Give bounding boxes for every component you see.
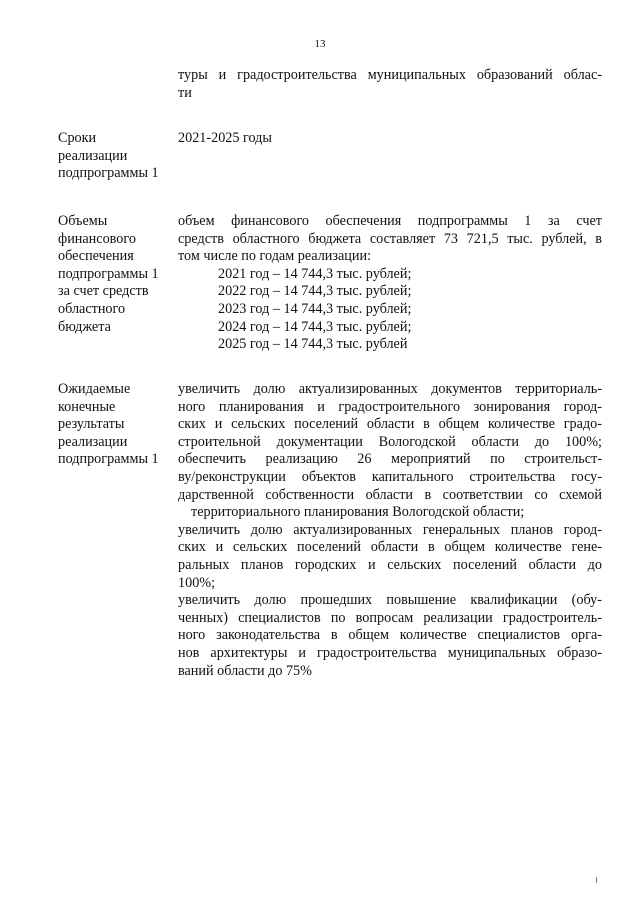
text-line: нов архитектуры и градостроительства муниципальных образо- <box>178 644 602 661</box>
scan-mark <box>596 877 597 883</box>
text-line: строительной документации Вологодской области до 100%; <box>178 433 602 450</box>
label-line: реализации <box>58 147 128 164</box>
year-funding-line: 2024 год – 14 744,3 тыс. рублей; <box>218 318 412 335</box>
label-line: финансового <box>58 230 136 247</box>
text-line: увеличить долю прошедших повышение квалификации (обу- <box>178 592 602 609</box>
row-value-results <box>178 381 602 680</box>
label-line: результаты <box>58 416 125 433</box>
label-line: подпрограммы 1 <box>58 451 159 468</box>
text-line: ву/реконструкции объектов капитального строительства госу- <box>178 468 602 485</box>
row-value-funding <box>178 213 602 354</box>
row-label-funding <box>58 213 173 336</box>
row-label-results <box>58 381 173 469</box>
text-line: том числе по годам реализации: <box>178 248 372 265</box>
year-funding-line: 2021 год – 14 744,3 тыс. рублей; <box>218 265 412 282</box>
text-line: 2021-2025 годы <box>178 130 272 146</box>
label-line: Ожидаемые <box>58 381 131 397</box>
year-funding-line: 2023 год – 14 744,3 тыс. рублей; <box>218 300 412 317</box>
page-number: 13 <box>314 38 326 50</box>
text-line: туры и градостроительства муниципальных образований облас- <box>178 67 602 83</box>
label-line: за счет средств <box>58 283 149 300</box>
text-line: ченных) специалистов по вопросам реализации градостроитель- <box>178 609 602 626</box>
label-line: Сроки <box>58 130 97 146</box>
text-line: обеспечить реализацию 26 мероприятий по строительст- <box>178 451 602 468</box>
text-line: территориального планирования Вологодской области; <box>191 504 525 521</box>
label-line: обеспечения <box>58 248 134 265</box>
text-line: ских и сельских поселений области в общем количестве гене- <box>178 539 602 556</box>
text-line: увеличить долю актуализированных документов территориаль- <box>178 381 602 397</box>
text-line: средств областного бюджета составляет 73 721,5 тыс. рублей, в <box>178 230 602 247</box>
label-line: бюджета <box>58 318 111 335</box>
text-line: объем финансового обеспечения подпрограммы 1 за счет <box>178 213 602 229</box>
row-label-timeline <box>58 130 173 183</box>
row-value-timeline <box>178 130 602 148</box>
text-line: ного законодательства в общем количестве специалистов орга- <box>178 627 602 644</box>
label-line: областного <box>58 300 126 317</box>
label-line: подпрограммы 1 <box>58 165 159 182</box>
year-funding-line: 2022 год – 14 744,3 тыс. рублей; <box>218 283 412 300</box>
year-funding-line: 2025 год – 14 744,3 тыс. рублей <box>218 336 408 353</box>
text-line: ного планирования и градостроительного зонирования город- <box>178 398 602 415</box>
text-line: ти <box>178 84 192 101</box>
text-line: 100%; <box>178 574 216 591</box>
label-line: конечные <box>58 398 116 415</box>
label-line: реализации <box>58 433 128 450</box>
text-line: ральных планов городских и сельских поселений области до <box>178 556 602 573</box>
text-line: дарственной собственности области в соответствии со схемой <box>178 486 602 503</box>
text-line: ских и сельских поселений области в общем количестве градо- <box>178 416 602 433</box>
continuation-text <box>178 67 602 102</box>
label-line: Объемы <box>58 213 108 229</box>
label-line: подпрограммы 1 <box>58 265 159 282</box>
text-line: увеличить долю актуализированных генеральных планов город- <box>178 521 602 538</box>
text-line: ваний области до 75% <box>178 662 312 679</box>
